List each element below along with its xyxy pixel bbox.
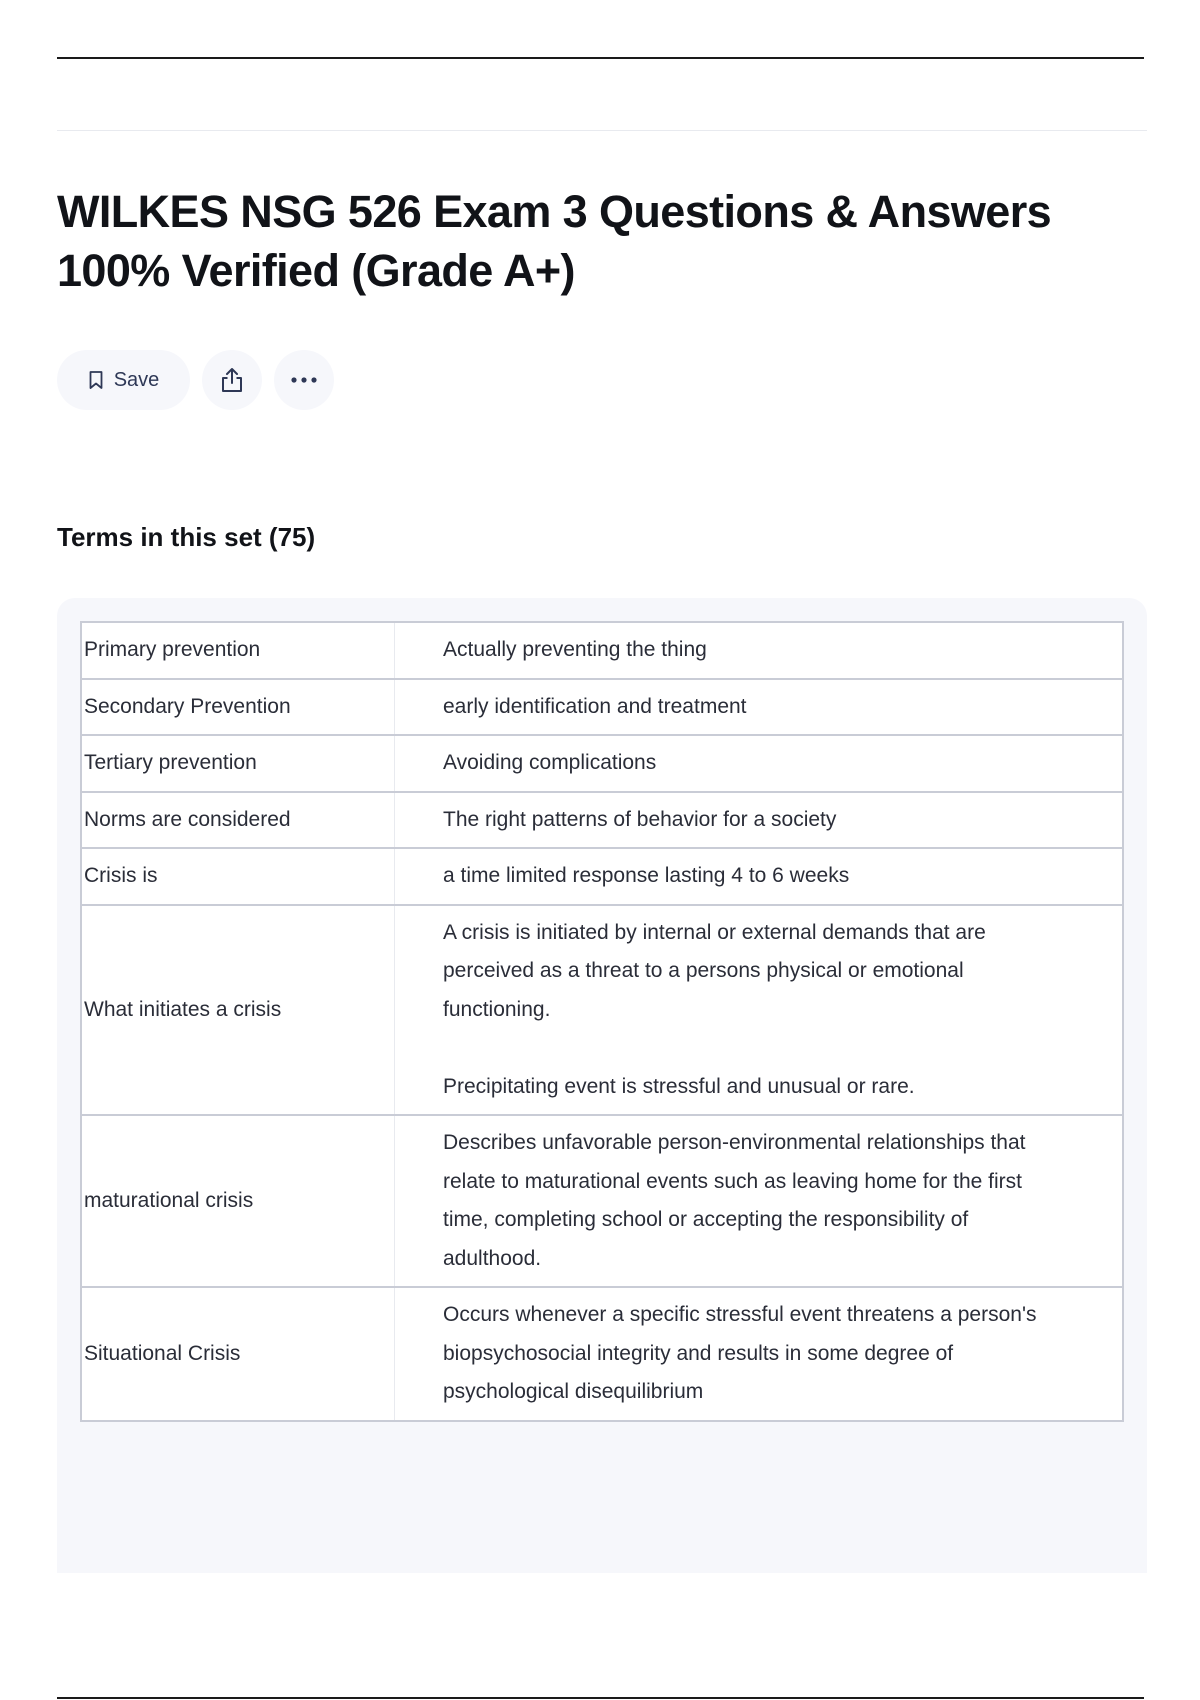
more-options-button[interactable]: [274, 350, 334, 410]
term-row: [81, 679, 1123, 736]
action-bar: [57, 350, 334, 410]
definition-cell: [395, 1115, 1124, 1287]
share-icon: [219, 366, 245, 394]
term-cell: Situational Crisis: [81, 1287, 395, 1421]
term-cell: Norms are considered: [81, 792, 395, 849]
definition-text: early identification and treatment: [443, 694, 747, 718]
definition-cell: [395, 905, 1124, 1116]
term-row: [81, 735, 1123, 792]
definition-cell: [395, 848, 1124, 905]
terms-table: [80, 621, 1124, 1422]
definition-text: Occurs whenever a specific stressful event threatens a person's biopsychosocial integrity and results in some degree of psychological disequilibrium: [443, 1303, 1037, 1403]
definition-text: The right patterns of behavior for a society: [443, 807, 837, 831]
definition-text: Describes unfavorable person-environmental relationships that relate to maturational events such as leaving home for the first time, completing school or accepting the responsibility of adulthood.: [443, 1131, 1026, 1270]
term-cell: What initiates a crisis: [81, 905, 395, 1116]
term-cell: Crisis is: [81, 848, 395, 905]
term-row: [81, 848, 1123, 905]
term-row: [81, 1115, 1123, 1287]
definition-cell: [395, 792, 1124, 849]
more-horizontal-icon: [290, 376, 318, 384]
save-button[interactable]: [57, 350, 190, 410]
term-row: [81, 622, 1123, 679]
term-cell: maturational crisis: [81, 1115, 395, 1287]
definition-cell: [395, 679, 1124, 736]
term-cell: Primary prevention: [81, 622, 395, 679]
term-row: [81, 792, 1123, 849]
term-cell: Secondary Prevention: [81, 679, 395, 736]
header-divider: [57, 130, 1147, 131]
term-cell: Tertiary prevention: [81, 735, 395, 792]
bottom-rule: [57, 1697, 1144, 1699]
bookmark-icon: [88, 370, 104, 390]
definition-text: a time limited response lasting 4 to 6 weeks: [443, 864, 850, 887]
definition-cell: [395, 735, 1124, 792]
page-title: WILKES NSG 526 Exam 3 Questions & Answers 100% Verified (Grade A+): [57, 186, 1052, 296]
definition-text: A crisis is initiated by internal or external demands that are perceived as a threat to a persons physical or emotional functioning. Precipitating event is stressful and unusual or rare.: [443, 920, 986, 1098]
term-row: [81, 905, 1123, 1116]
terms-heading: Terms in this set (75): [57, 522, 316, 552]
definition-cell: [395, 1287, 1124, 1421]
top-rule: [57, 57, 1144, 59]
term-row: [81, 1287, 1123, 1421]
save-label: Save: [113, 368, 160, 391]
definition-cell: [395, 622, 1124, 679]
definition-text: Avoiding complications: [443, 751, 657, 774]
definition-text: Actually preventing the thing: [443, 638, 707, 661]
share-button[interactable]: [202, 350, 262, 410]
